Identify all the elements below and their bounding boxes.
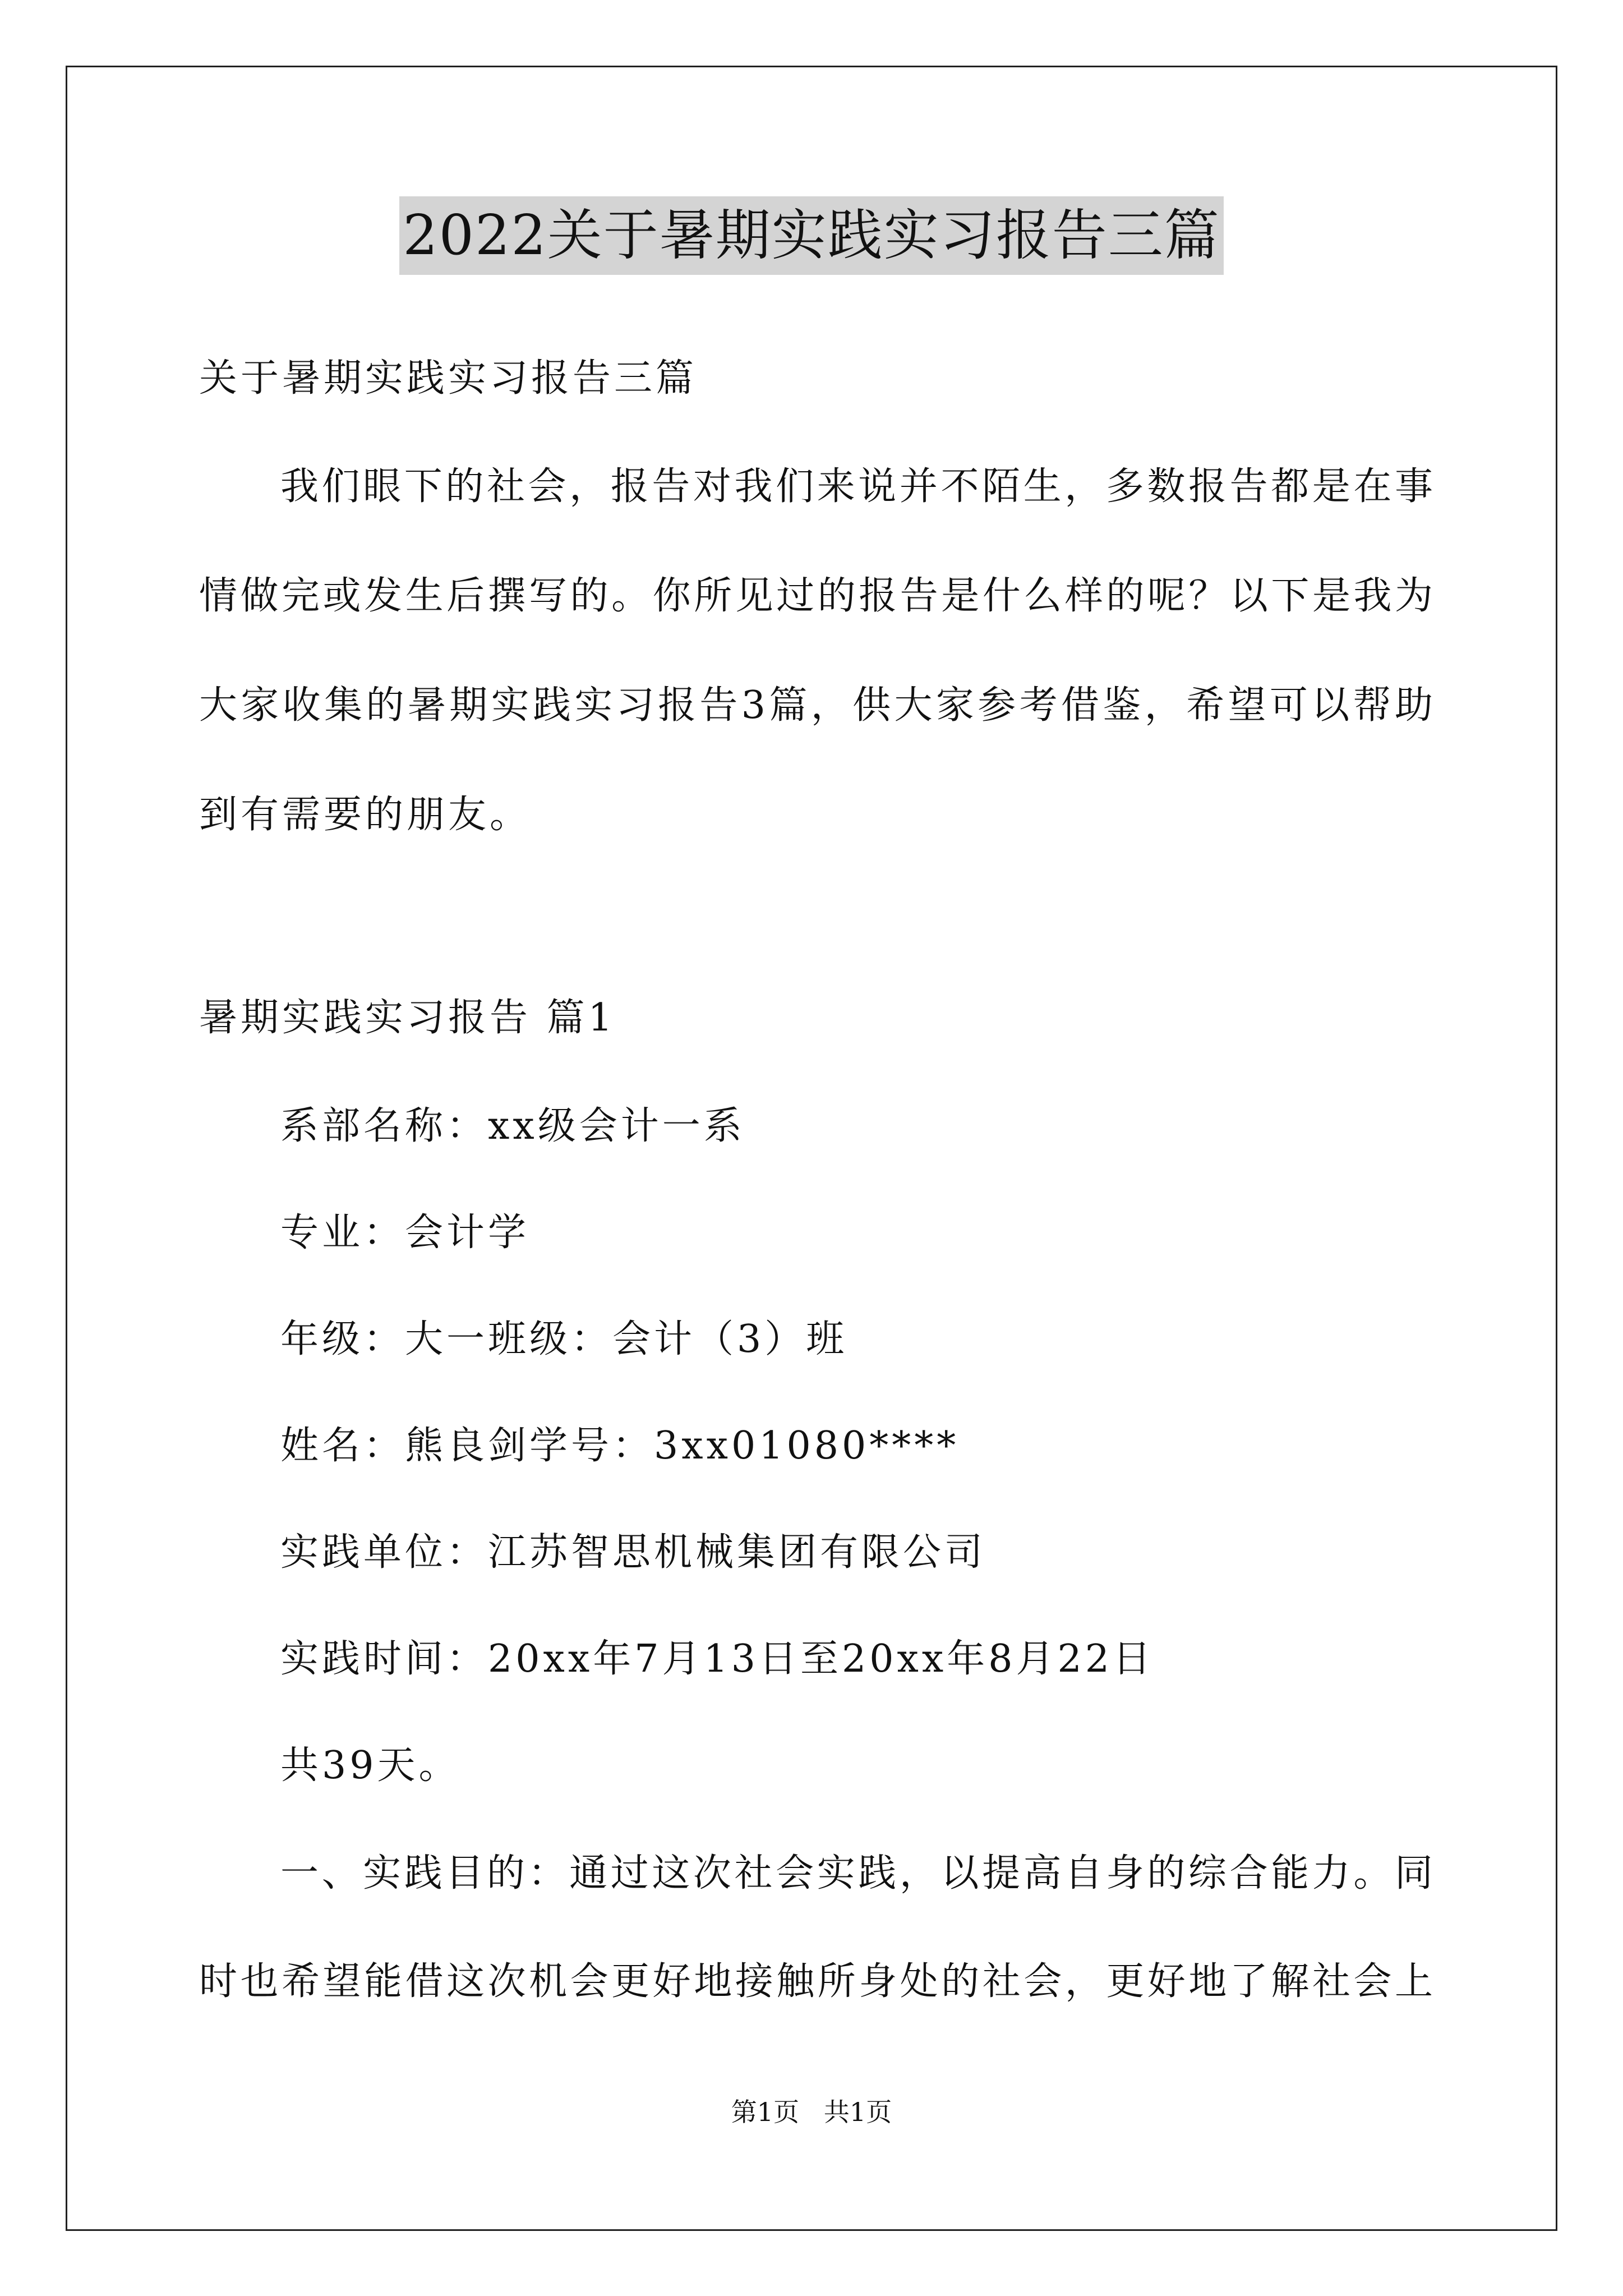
intro-paragraph-line: 我们眼下的社会，报告对我们来说并不陌生，多数报告都是在事 — [280, 464, 1433, 509]
field-major: 专业：会计学 — [280, 1211, 530, 1255]
field-department: 系部名称：xx级会计一系 — [280, 1104, 745, 1148]
intro-paragraph-line: 情做完或发生后撰写的。你所见过的报告是什么样的呢？以下是我为 — [199, 574, 1433, 618]
section-heading: 暑期实践实习报告 篇1 — [199, 996, 616, 1040]
document-subtitle: 关于暑期实践实习报告三篇 — [199, 356, 698, 401]
field-name-id: 姓名：熊良剑学号：3xx01080**** — [280, 1424, 960, 1468]
intro-paragraph-line: 大家收集的暑期实践实习报告3篇，供大家参考借鉴，希望可以帮助 — [199, 683, 1433, 728]
purpose-paragraph-line: 一、实践目的：通过这次社会实践，以提高自身的综合能力。同 — [280, 1851, 1433, 1895]
field-practice-time: 实践时间：20xx年7月13日至20xx年8月22日 — [280, 1637, 1155, 1681]
purpose-paragraph-line: 时也希望能借这次机会更好地接触所身处的社会，更好地了解社会上 — [199, 1959, 1433, 2004]
document-title: 2022关于暑期实践实习报告三篇 — [399, 196, 1223, 275]
field-grade-class: 年级：大一班级：会计（3）班 — [280, 1317, 848, 1361]
field-total-days: 共39天。 — [280, 1743, 460, 1788]
field-practice-unit: 实践单位：江苏智思机械集团有限公司 — [280, 1530, 986, 1575]
title-container — [0, 196, 1623, 275]
page-footer: 第1页 共1页 — [731, 2097, 892, 2127]
intro-paragraph-line: 到有需要的朋友。 — [199, 793, 532, 837]
